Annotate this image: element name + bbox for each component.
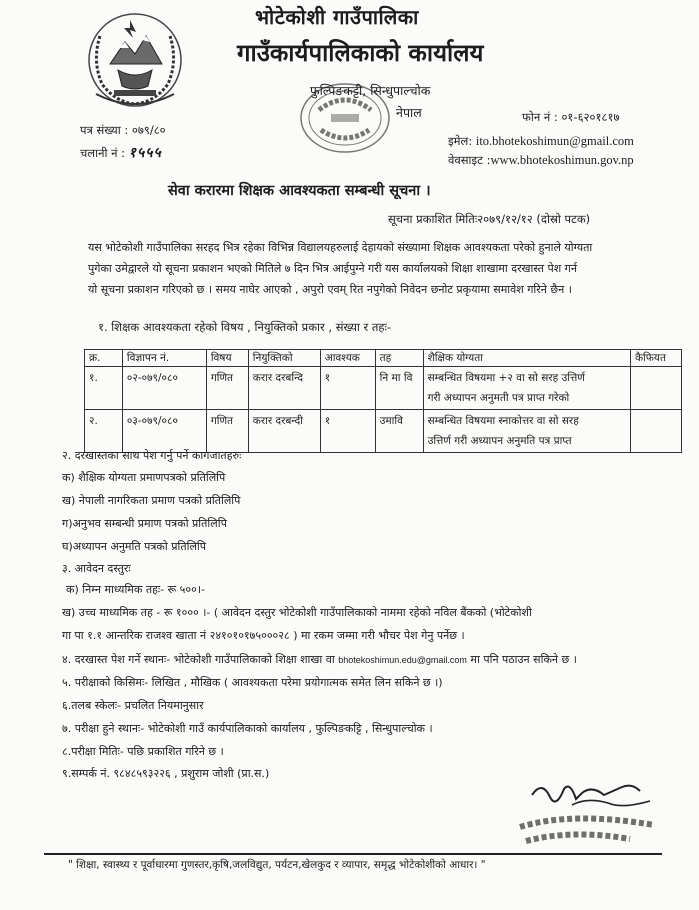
section-3-heading: ३. आवेदन दस्तुरः	[62, 562, 131, 575]
qualification-line: सम्बन्धित विषयमा स्नाकोत्तर वा सो सरह	[427, 415, 579, 427]
website-link[interactable]: www.bhotekoshimun.gov.np	[490, 153, 634, 167]
column-header: कैफियत	[630, 350, 681, 367]
email-link[interactable]: ito.bhotekoshimun@gmail.com	[475, 134, 634, 148]
column-header: क्र.	[85, 350, 123, 367]
intro-line: यो सूचना प्रकाशन गरिएको छ । समय नाघेर आएको , अपुरो एवम् रित नपुगेको निवेदन छनोट प्रकृयामा समावेश गरिने छैन ।	[88, 283, 572, 296]
notice-intro	[88, 237, 668, 300]
notice-title: सेवा करारमा शिक्षक आवश्यकता सम्बन्धी सूचना ।	[168, 183, 431, 199]
section-2-heading: २. दरखास्तका साथ पेश गर्नु पर्ने कागजातहरुः	[62, 449, 242, 462]
cell-required: १	[320, 367, 375, 410]
column-header: तह	[375, 350, 423, 367]
website-line	[448, 153, 634, 168]
section-7: ७. परीक्षा हुने स्थानः- भोटेकोशी गाउँ कार्यपालिकाको कार्यालय , फुल्पिङकट्टि , सिन्धुपाल्चोक ।	[62, 722, 433, 735]
cell-ad-no: ०३-०७९/०८०	[122, 410, 206, 453]
education-email-link[interactable]: bhotekoshimun.edu@gmail.com	[338, 655, 467, 665]
document-item: ख) नेपाली नागरिकता प्रमाण पत्रको प्रतिलिपि	[62, 494, 241, 507]
signature-stamp	[512, 775, 662, 855]
table-header-row	[85, 350, 682, 367]
positions-table	[84, 349, 682, 453]
table-row	[85, 367, 682, 410]
document-item: ग)अनुभव सम्बन्धी प्रमाण पत्रको प्रतिलिपि	[62, 517, 227, 530]
dispatch-number-value: १५५५	[128, 145, 162, 161]
phone-label: फोन नं :	[522, 110, 558, 124]
cell-level: उमावि	[375, 410, 423, 453]
column-header: आवश्यक	[320, 350, 375, 367]
document-item: घ)अध्यापन अनुमति पत्रको प्रतिलिपि	[62, 540, 207, 553]
qualification-line: गरी अध्यापन अनुमती पत्र प्राप्त गरेको	[427, 392, 570, 404]
cell-appointment: करार दरबन्दी	[248, 410, 320, 453]
cell-sn: २.	[85, 410, 123, 453]
column-header: विषय	[206, 350, 248, 367]
section-8: ८.परीक्षा मितिः- पछि प्रकाशित गरिने छ ।	[62, 745, 224, 758]
section-9: ९.सम्पर्क नं. ९८४८५९३२२६ , प्रशुराम जोशी (प्रा.स.)	[62, 767, 270, 780]
dispatch-number	[80, 143, 162, 162]
website-label: वेवसाइट :	[448, 153, 491, 167]
fee-item-continued: गा पा १.१ आन्तरिक राजश्व खाता नं २४१०१०१७५०००२८ ) मा रकम जम्मा गरी भौचर पेश गेनु पर्नेछ ।	[62, 629, 465, 642]
cell-remarks	[630, 410, 681, 453]
section-4	[62, 652, 577, 667]
email-label: इमेल:	[448, 134, 473, 148]
cell-remarks	[630, 367, 681, 410]
cell-required: १	[320, 410, 375, 453]
section-5: ५. परीक्षाको किसिमः- लिखित , मौखिक ( आवश्यकता परेमा प्रयोगात्मक समेत लिन सकिने छ ।)	[62, 676, 443, 689]
letter-number-value: ०७९/८०	[131, 123, 166, 137]
cell-appointment: करार दरबन्दि	[248, 367, 320, 410]
qualification-line: उत्तिर्ण गरी अध्यापन अनुमति पत्र प्राप्त	[427, 435, 572, 447]
phone-line	[522, 110, 619, 125]
cell-qualification	[423, 367, 630, 410]
nepal-emblem-logo	[80, 6, 190, 110]
cell-qualification	[423, 410, 630, 453]
dispatch-number-label: चलानी नं :	[80, 146, 126, 160]
cell-ad-no: ०२-०७९/०८०	[122, 367, 206, 410]
phone-value: ०१-६२०१८१७	[561, 110, 620, 124]
letter-number	[80, 123, 166, 138]
publish-date: सूचना प्रकाशित मितिः२०७९/१२/१२ (दोस्रो पटक)	[388, 212, 591, 226]
intro-line: यस भोटेकोशी गाउँपालिका सरहद भित्र रहेका विभिन्न विद्यालयहरुलाई देहायको संख्यामा शिक्षक आवश्यकता परेको हुनाले योग्यता	[88, 241, 593, 254]
fee-item: क) निम्न माध्यमिक तहः- रू ५००।-	[66, 583, 205, 596]
office-country: नेपाल	[396, 105, 422, 120]
column-header: विज्ञापन नं.	[122, 350, 206, 367]
cell-subject: गणित	[206, 367, 248, 410]
document-item: क) शैक्षिक योग्यता प्रमाणपत्रको प्रतिलिपि	[62, 471, 226, 484]
footer-motto: " शिक्षा, स्वास्थ्य र पूर्वाधारमा गुणस्तर,कृषि,जलविद्युत, पर्यटन,खेलकुद र व्यापार, समृद्ध भोटेकोशीको आधार। "	[68, 859, 486, 871]
cell-subject: गणित	[206, 410, 248, 453]
qualification-line: सम्बन्धित विषयमा +२ वा सो सरह उत्तिर्ण	[427, 372, 585, 384]
table-row	[85, 410, 682, 453]
section-6: ६.तलब स्केलः- प्रचलित नियमानुसार	[62, 699, 204, 712]
cell-level: नि मा वि	[375, 367, 423, 410]
intro-line: पुगेका उमेद्वारले यो सूचना प्रकाशन भएको मितिले ७ दिन भित्र आईपुग्ने गरी यस कार्यालयको शिक्षा शाखामा दरखास्त पेश गर्न	[88, 262, 577, 275]
office-address: फुल्पिङकट्टी, सिन्धुपाल्चोक	[310, 83, 431, 98]
section-4-text: ४. दरखास्त पेश गर्ने स्थानः- भोटेकोशी गाउँपालिकाको शिक्षा शाखा वा	[62, 653, 335, 666]
footer-divider	[44, 853, 662, 855]
municipality-name: भोटेकोशी गाउँपालिका	[255, 5, 419, 29]
office-name: गाउँकार्यपालिकाको कार्यालय	[237, 39, 484, 67]
section-4-text-end: मा पनि पठाउन सकिने छ ।	[470, 653, 577, 666]
cell-sn: १.	[85, 367, 123, 410]
column-header: नियुक्तिको	[248, 350, 320, 367]
section-1-heading: १. शिक्षक आवश्यकता रहेको विषय , नियुक्तिको प्रकार , संख्या र तहः-	[98, 320, 391, 334]
column-header: शैक्षिक योग्यता	[423, 350, 630, 367]
letter-number-label: पत्र संख्या :	[80, 123, 129, 137]
email-line	[448, 134, 634, 149]
fee-item: ख) उच्च माध्यमिक तह - रू १००० ।- ( आवेदन दस्तुर भोटेकोशी गाउँपालिकाको नाममा रहेको नविल बैंकको (भोटेकोशी	[62, 606, 532, 619]
